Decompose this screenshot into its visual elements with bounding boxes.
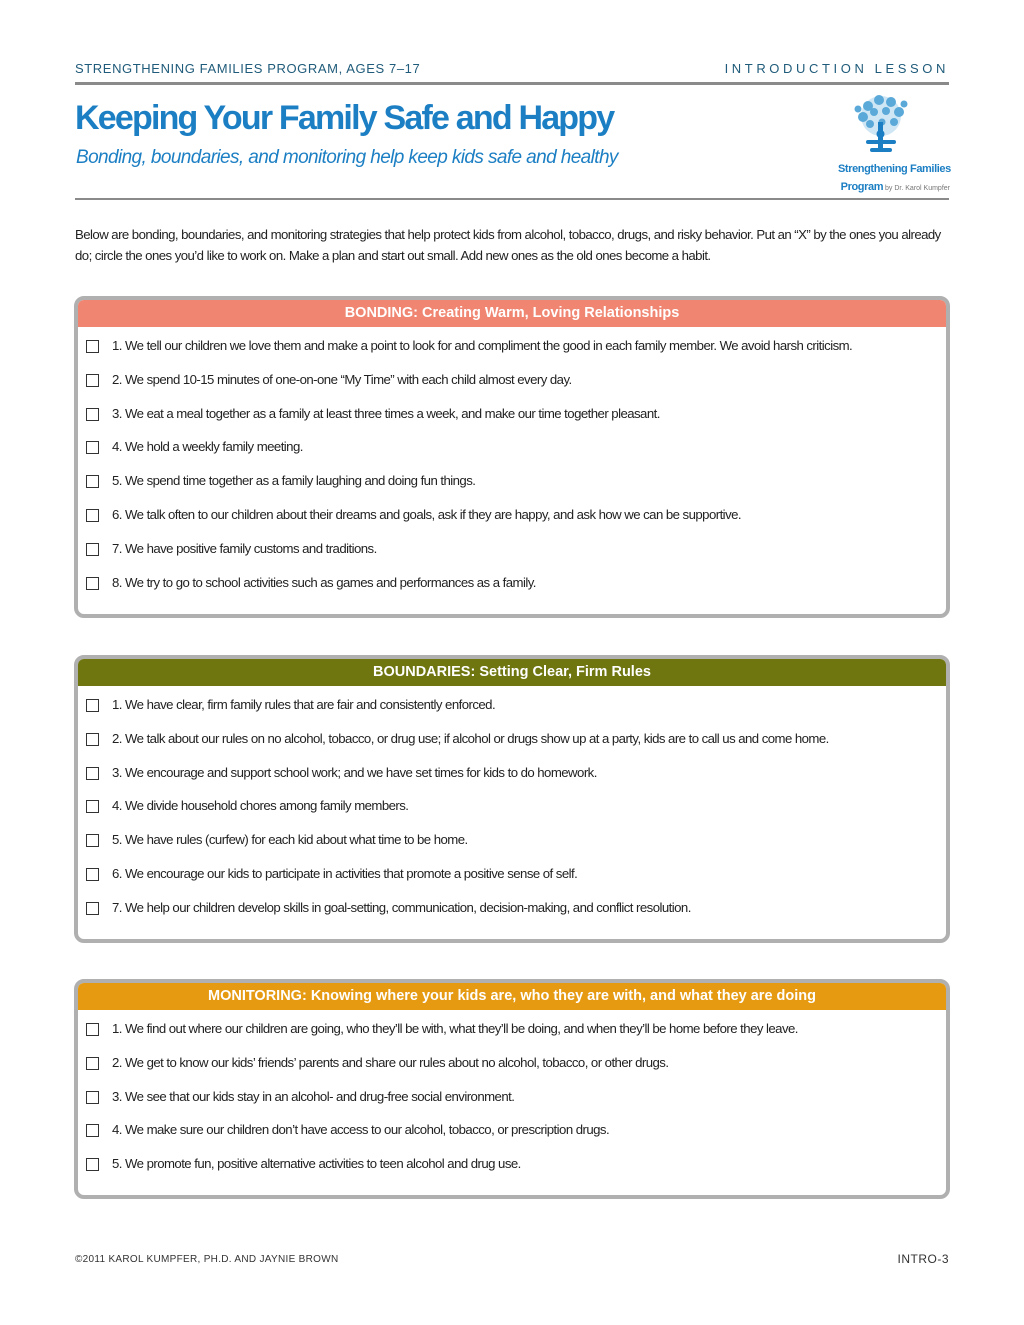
page-title: Keeping Your Family Safe and Happy [75, 99, 614, 137]
checklist-item [78, 754, 946, 788]
item-text: 1. We tell our children we love them and make a point to look for and compliment the good in each family member. We avoid harsh criticism. [112, 338, 853, 353]
item-text: 2. We spend 10-15 minutes of one-on-one “My Time” with each child almost every day. [112, 371, 572, 387]
checkbox[interactable] [86, 577, 99, 590]
checkbox[interactable] [86, 767, 99, 780]
item-text: 7. We have positive family customs and traditions. [112, 540, 377, 556]
checklist-item [78, 428, 946, 462]
boundaries-section [74, 655, 950, 943]
checklist-item [78, 564, 946, 598]
item-text: 1. We find out where our children are going, who they’ll be with, what they’ll be doing, and when they’ll be home before they leave. [112, 1021, 798, 1036]
logo-subtitle [838, 177, 950, 195]
checkbox[interactable] [86, 441, 99, 454]
checklist-item [78, 530, 946, 564]
checklist-item [78, 361, 946, 395]
checklist-item [78, 1010, 946, 1044]
running-header [75, 61, 949, 81]
section-title-bold: BONDING: [344, 305, 418, 321]
checklist-item [78, 327, 946, 361]
page-footer [75, 1252, 949, 1268]
item-text: 6. We talk often to our children about their dreams and goals, ask if they are happy, and ask how we can be supportive. [112, 506, 742, 522]
checklist-item [78, 496, 946, 530]
checklist-item [78, 855, 946, 889]
section-title-bold: MONITORING: [207, 988, 307, 1004]
item-text: 1. We have clear, firm family rules that are fair and consistently enforced. [112, 697, 496, 712]
checkbox[interactable] [86, 902, 99, 915]
item-text: 7. We help our children develop skills in goal-setting, communication, decision-making, and conflict resolution. [112, 899, 691, 915]
checklist-item [78, 462, 946, 496]
section-header [78, 300, 946, 327]
checkbox[interactable] [86, 543, 99, 556]
checkbox[interactable] [86, 1091, 99, 1104]
section-title-rest: Knowing where your kids are, who they are with, and what they are doing [306, 988, 816, 1004]
bonding-section [74, 296, 950, 618]
item-text: 2. We get to know our kids’ friends’ parents and share our rules about no alcohol, tobacco, or other drugs. [112, 1054, 669, 1070]
monitoring-section [74, 979, 950, 1199]
checkbox[interactable] [86, 1023, 99, 1036]
title-divider [75, 198, 949, 200]
program-name: STRENGTHENING FAMILIES PROGRAM, AGES 7–17 [75, 61, 421, 76]
checklist-item [78, 821, 946, 855]
item-text: 5. We have rules (curfew) for each kid about what time to be home. [112, 832, 468, 848]
intro-paragraph: Below are bonding, boundaries, and monitoring strategies that help protect kids from alcohol, tobacco, drugs, and risky behavior. Put an “X” by the ones you already do; circle the ones you’d like to work on. Make a plan and start out small. Add new ones as the old ones become a habit. [75, 227, 941, 263]
item-text: 4. We divide household chores among family members. [112, 798, 409, 814]
checklist-item [78, 1078, 946, 1112]
checklist-item [78, 1044, 946, 1078]
item-text: 3. We eat a meal together as a family at least three times a week, and make our time together pleasant. [112, 405, 660, 421]
item-text: 4. We make sure our children don’t have access to our alcohol, tobacco, or prescription drugs. [112, 1122, 610, 1138]
checkbox[interactable] [86, 1057, 99, 1070]
checkbox[interactable] [86, 374, 99, 387]
checklist [78, 686, 946, 923]
checklist-item [78, 787, 946, 821]
section-title-rest: Setting Clear, Firm Rules [475, 664, 651, 680]
checklist-item [78, 686, 946, 720]
header-divider [75, 82, 949, 85]
item-text: 6. We encourage our kids to participate in activities that promote a positive sense of self. [112, 865, 578, 881]
program-logo [838, 92, 950, 192]
logo-byline: by Dr. Karol Kumpfer [883, 185, 950, 192]
checkbox[interactable] [86, 699, 99, 712]
checkbox[interactable] [86, 1158, 99, 1171]
checklist-item [78, 1111, 946, 1145]
section-header [78, 983, 946, 1010]
checkbox[interactable] [86, 408, 99, 421]
logo-title: Strengthening Families [838, 163, 951, 175]
section-title-rest: Creating Warm, Loving Relationships [418, 305, 680, 321]
checkbox[interactable] [86, 800, 99, 813]
item-text: 4. We hold a weekly family meeting. [112, 439, 303, 455]
item-text: 8. We try to go to school activities such as games and performances as a family. [112, 574, 536, 590]
checkbox[interactable] [86, 475, 99, 488]
item-text: 3. We encourage and support school work; and we have set times for kids to do homework. [112, 764, 597, 780]
item-text: 5. We spend time together as a family laughing and doing fun things. [112, 473, 476, 489]
checkbox[interactable] [86, 1124, 99, 1137]
checkbox[interactable] [86, 868, 99, 881]
logo-program: Program [840, 181, 884, 193]
checklist-item [78, 720, 946, 754]
checkbox[interactable] [86, 834, 99, 847]
checklist-item [78, 1145, 946, 1179]
checkbox[interactable] [86, 340, 99, 353]
item-text: 2. We talk about our rules on no alcohol, tobacco, or drug use; if alcohol or drugs show up at a party, kids are to call us and come home. [112, 730, 829, 746]
page-number: INTRO-3 [897, 1252, 949, 1266]
checklist [78, 1010, 946, 1179]
item-text: 5. We promote fun, positive alternative activities to teen alcohol and drug use. [112, 1156, 521, 1172]
checkbox[interactable] [86, 733, 99, 746]
checklist-item [78, 395, 946, 429]
checklist-item [78, 889, 946, 923]
checkbox[interactable] [86, 509, 99, 522]
checklist [78, 327, 946, 597]
copyright: ©2011 KAROL KUMPFER, PH.D. AND JAYNIE BROWN [75, 1254, 339, 1265]
item-text: 3. We see that our kids stay in an alcohol- and drug-free social environment. [112, 1088, 515, 1104]
family-tree-icon [844, 92, 918, 158]
page-subtitle: Bonding, boundaries, and monitoring help keep kids safe and healthy [76, 147, 618, 168]
section-header [78, 659, 946, 686]
section-title-bold: BOUNDARIES: [373, 664, 476, 680]
lesson-name: INTRODUCTION LESSON [724, 61, 949, 76]
